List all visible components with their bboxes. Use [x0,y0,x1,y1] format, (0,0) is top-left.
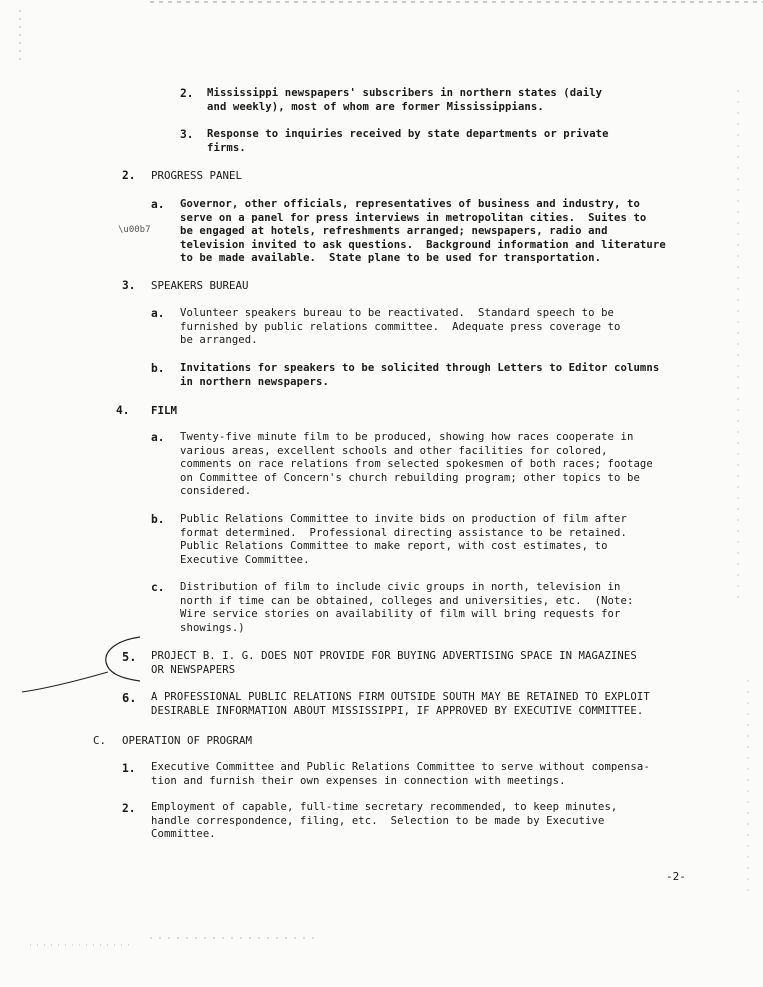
section-heading: PROGRESS PANEL [151,169,243,182]
section-number: 4. [116,404,130,417]
sub-label: b. [151,513,165,526]
paragraph: A PROFESSIONAL PUBLIC RELATIONS FIRM OUTSIDE SOUTH MAY BE RETAINED TO EXPLOIT DESIRABLE INFORMATION ABOUT MISSISSIPPI, IF APPROVED BY EXECUTIVE COMMITTEE. [151,691,650,717]
item-number: 1. [122,762,136,775]
section-number: 5. [122,650,137,664]
handwritten-bracket [106,637,140,681]
section-heading: FILM [151,404,178,417]
paragraph: Distribution of film to include civic groups in north, television in north if time can be obtained, colleges and universities, etc. (Note: Wire service stories on availability of film will bring requests for showings.) [180,581,634,634]
paragraph: Public Relations Committee to invite bids on production of film after format determined. Professional directing assistance to be retained. Public Relations Committee to make report, with cost estimates, to Executive Committee. [180,513,627,566]
section-heading: SPEAKERS BUREAU [151,279,249,292]
section-number: 2. [122,169,136,182]
item-number: 2. [122,802,136,815]
paragraph: Invitations for speakers to be solicited through Letters to Editor columns in northern newspapers. [180,362,660,388]
paragraph: Twenty-five minute film to be produced, showing how races cooperate in various areas, excellent schools and other facilities for colored, comments on race relations from selected spokesmen of both races; footage on Committee of Concern's church rebuilding program; other topics to be considered. [180,431,653,498]
sub-label: b. [151,362,165,375]
section-label: C. [93,734,107,747]
paragraph: Employment of capable, full-time secretary recommended, to keep minutes, handle correspondence, filing, etc. Selection to be made by Executive Committee. [151,801,618,841]
page-number: -2- [666,870,686,883]
paragraph: PROJECT B. I. G. DOES NOT PROVIDE FOR BUYING ADVERTISING SPACE IN MAGAZINES OR NEWSPAPERS [151,650,637,676]
section-heading: OPERATION OF PROGRAM [122,734,253,747]
item-text: Response to inquiries received by state departments or private firms. [207,128,609,154]
item-number: 3. [180,128,194,141]
item-number: 2. [180,87,194,100]
svg-text:\u00b7: \u00b7 [118,225,151,235]
paragraph: Volunteer speakers bureau to be reactivated. Standard speech to be furnished by public relations committee. Adequate press coverage to be arranged. [180,307,621,347]
sub-label: c. [151,581,165,594]
paragraph: Governor, other officials, representatives of business and industry, to serve on a panel for press interviews in metropolitan cities. Suites to be engaged at hotels, refreshments arranged; newspapers, radio and television invited to ask questions. Background information and literature to be made available. State plane to be used for transportation. [180,198,666,265]
paragraph: Executive Committee and Public Relations Committee to serve without compensa- tion and furnish their own expenses in connection with meetings. [151,761,650,787]
section-number: 6. [122,691,137,705]
item-text: Mississippi newspapers' subscribers in northern states (daily and weekly), most of whom are former Mississippians. [207,87,603,113]
sub-label: a. [151,198,165,211]
section-number: 3. [122,279,136,292]
sub-label: a. [151,307,165,320]
sub-label: a. [151,431,165,444]
handwritten-line [22,672,108,692]
